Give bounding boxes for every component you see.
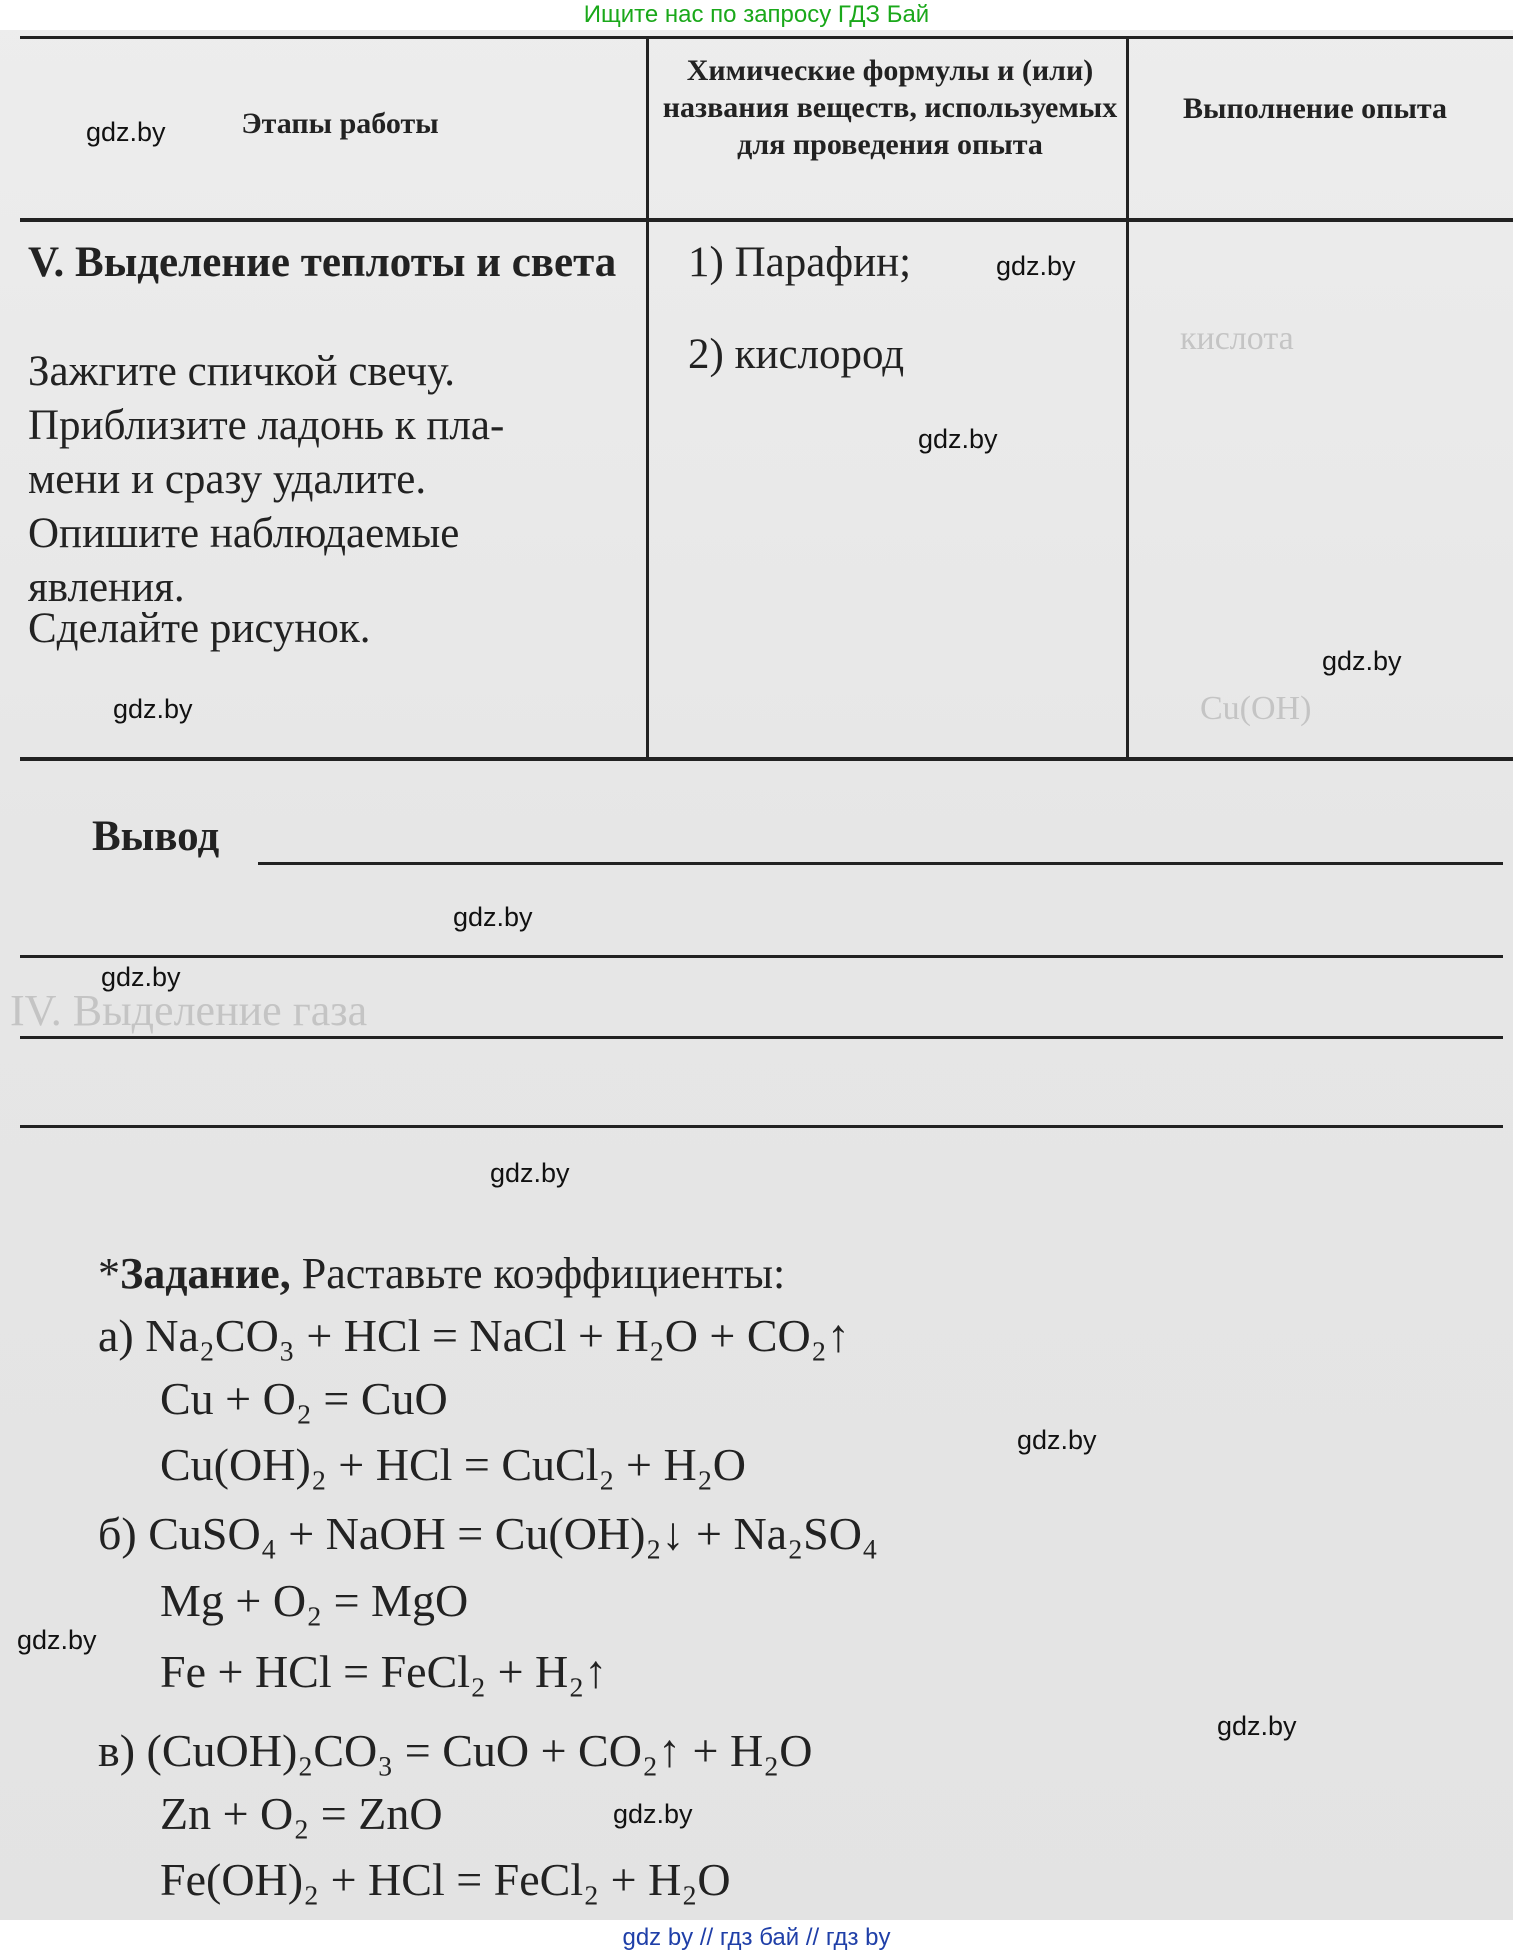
equation-b2: Mg + O₂ = MgO [160, 1575, 469, 1626]
header-execution: Выполнение опыта [1183, 92, 1447, 125]
substance-item: 1) Парафин; [688, 239, 912, 286]
stage-line: Приблизите ладонь к пла- [28, 402, 505, 449]
equation-a2: Cu + O₂ = CuO [160, 1373, 448, 1424]
bottom-banner[interactable]: gdz by // гдз бай // гдз by [0, 1920, 1513, 1956]
equation-c2: Zn + O₂ = ZnO [160, 1788, 443, 1839]
watermark: gdz.by [453, 902, 533, 932]
conclusion-answer-line [20, 1125, 1503, 1128]
stage-title: V. Выделение теплоты и света [28, 239, 617, 286]
equation-c3: Fe(OH)₂ + HCl = FeCl₂ + H₂O [160, 1854, 731, 1905]
task-heading [98, 1248, 785, 1300]
conclusion-label: Вывод [92, 813, 220, 860]
task-text: Раставьте коэффициенты: [301, 1249, 786, 1298]
substance-item: 2) кислород [688, 331, 905, 378]
stage-line: Зажгите спичкой свечу. [28, 348, 456, 395]
table-header-rule [20, 218, 1513, 222]
conclusion-answer-line [20, 955, 1503, 958]
equation-b1: б) CuSO₄ + NaOH = Cu(OH)₂↓ + Na₂SO₄ [98, 1508, 878, 1559]
bleed-through: IV. Выделение газа [10, 986, 368, 1035]
equation-a3: Cu(OH)₂ + HCl = CuCl₂ + H₂O [160, 1439, 746, 1490]
header-substances: Химические формулы и (или) названия веществ, используемых для проведения опыта [662, 54, 1118, 161]
watermark: gdz.by [996, 251, 1076, 281]
watermark: gdz.by [17, 1625, 97, 1655]
stage-line: Опишите наблюдаемые [28, 510, 460, 557]
bleed-through: кислота [1180, 320, 1294, 357]
bleed-through: Cu(OH) [1200, 690, 1312, 727]
watermark: gdz.by [101, 962, 181, 992]
watermark: gdz.by [1017, 1425, 1097, 1455]
task-label: Задание, [120, 1249, 291, 1298]
watermark: gdz.by [1217, 1711, 1297, 1741]
table-bottom-rule [20, 757, 1513, 761]
table-col-divider [646, 36, 649, 759]
watermark: gdz.by [918, 424, 998, 454]
watermark: gdz.by [613, 1799, 693, 1829]
equation-a1: а) Na₂CO₃ + HCl = NaCl + H₂O + CO₂↑ [98, 1310, 850, 1361]
header-stages: Этапы работы [241, 107, 439, 140]
task-star: * [98, 1249, 120, 1298]
conclusion-answer-line [20, 1036, 1503, 1039]
table-col-divider [1126, 36, 1129, 759]
top-banner[interactable]: Ищите нас по запросу ГДЗ Бай [0, 0, 1513, 30]
conclusion-answer-line [258, 862, 1503, 865]
watermark: gdz.by [1322, 646, 1402, 676]
watermark: gdz.by [490, 1158, 570, 1188]
equation-c1: в) (CuOH)₂CO₃ = CuO + CO₂↑ + H₂O [98, 1725, 813, 1776]
watermark: gdz.by [86, 117, 166, 147]
stage-line: Сделайте рисунок. [28, 605, 371, 652]
table-top-rule [20, 36, 1513, 39]
equation-b3: Fe + HCl = FeCl₂ + H₂↑ [160, 1646, 608, 1697]
stage-line: мени и сразу удалите. [28, 456, 427, 503]
stage-line: явления. [28, 564, 185, 611]
watermark: gdz.by [113, 694, 193, 724]
